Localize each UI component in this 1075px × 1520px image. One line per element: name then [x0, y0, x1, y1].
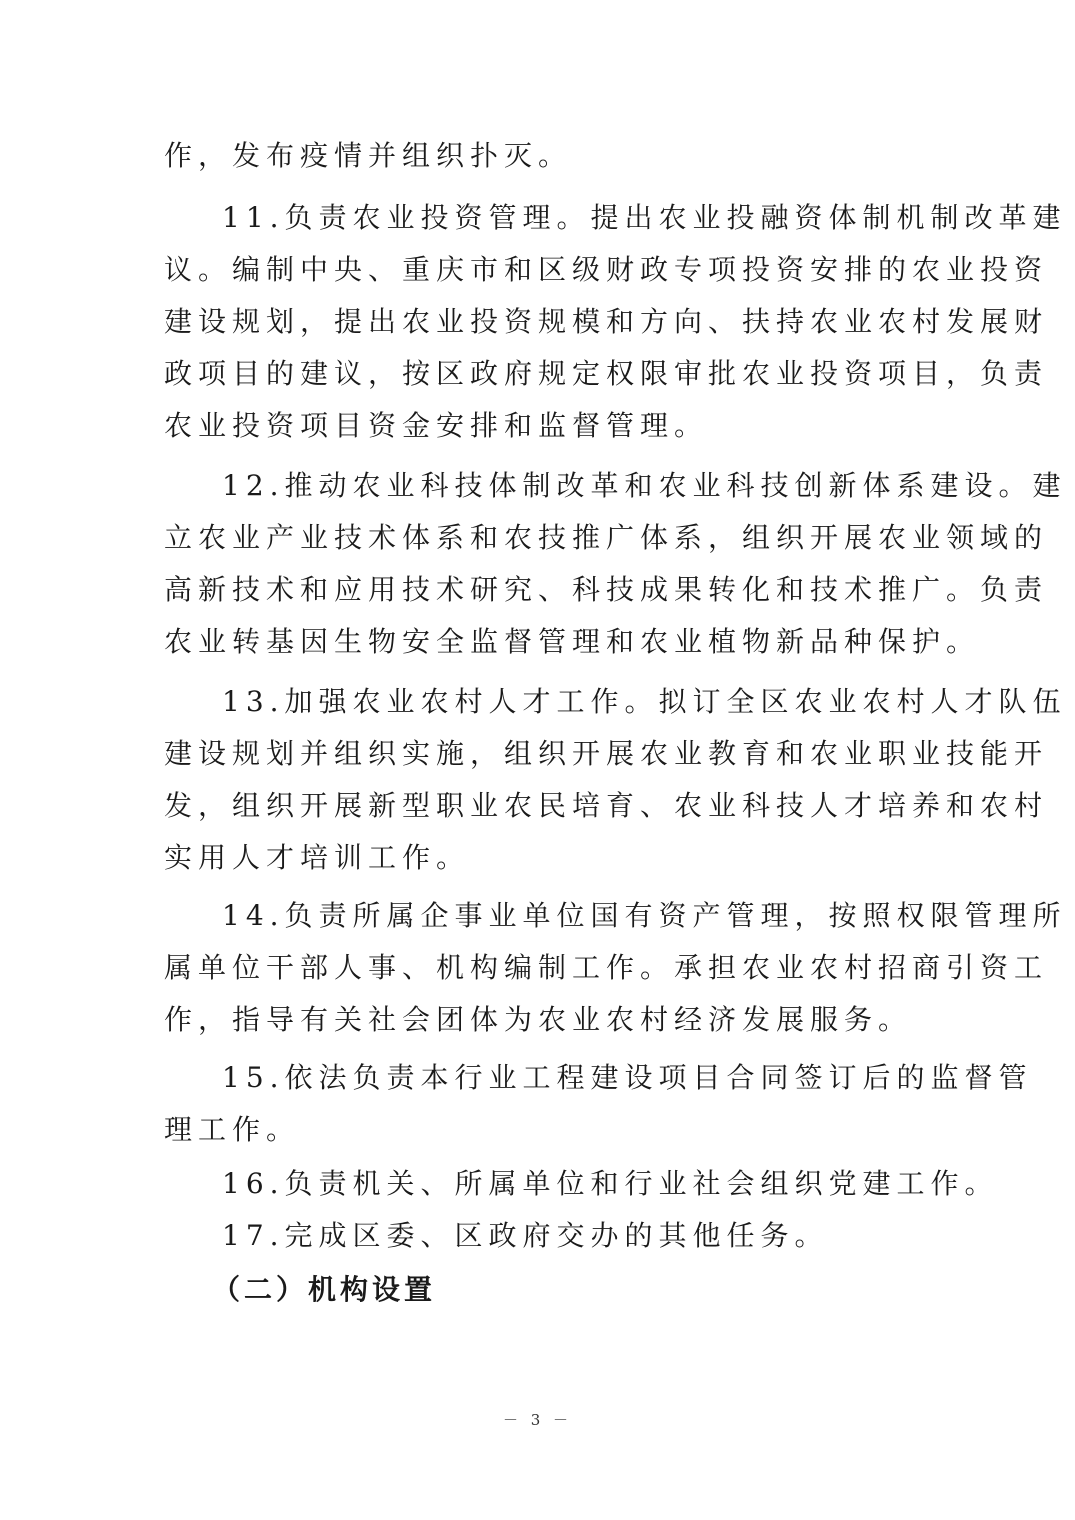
- text-line: 15.依法负责本行业工程建设项目合同签订后的监督管: [222, 1061, 1033, 1094]
- page-number: － 3 －: [502, 1411, 573, 1429]
- text-line: 17.完成区委、区政府交办的其他任务。: [222, 1219, 829, 1252]
- text-line: 立农业产业技术体系和农技推广体系，组织开展农业领域的: [164, 521, 1049, 554]
- text-line: 议。编制中央、重庆市和区级财政专项投资安排的农业投资: [164, 253, 1049, 286]
- text-line: 14.负责所属企事业单位国有资产管理，按照权限管理所: [222, 899, 1067, 932]
- text-line: 理工作。: [164, 1113, 301, 1146]
- text-line: 13.加强农业农村人才工作。拟订全区农业农村人才队伍: [222, 685, 1067, 718]
- text-line: 农业转基因生物安全监督管理和农业植物新品种保护。: [164, 625, 981, 658]
- text-line: 政项目的建议，按区政府规定权限审批农业投资项目，负责: [164, 357, 1049, 390]
- text-line: 高新技术和应用技术研究、科技成果转化和技术推广。负责: [164, 573, 1049, 606]
- text-line: 农业投资项目资金安排和监督管理。: [164, 409, 709, 442]
- text-line: 实用人才培训工作。: [164, 841, 471, 874]
- text-line: 作，指导有关社会团体为农业农村经济发展服务。: [164, 1003, 913, 1036]
- text-line: 12.推动农业科技体制改革和农业科技创新体系建设。建: [222, 469, 1067, 502]
- text-line: 16.负责机关、所属单位和行业社会组织党建工作。: [222, 1167, 999, 1200]
- text-line: 11.负责农业投资管理。提出农业投融资体制机制改革建: [222, 201, 1067, 234]
- text-line: 建设规划并组织实施，组织开展农业教育和农业职业技能开: [164, 737, 1049, 770]
- text-line: 作，发布疫情并组织扑灭。: [164, 139, 573, 172]
- text-line: 建设规划，提出农业投资规模和方向、扶持农业农村发展财: [164, 305, 1049, 338]
- text-line: 发，组织开展新型职业农民培育、农业科技人才培养和农村: [164, 789, 1049, 822]
- text-line: 属单位干部人事、机构编制工作。承担农业农村招商引资工: [164, 951, 1049, 984]
- section-heading: （二）机构设置: [212, 1273, 437, 1306]
